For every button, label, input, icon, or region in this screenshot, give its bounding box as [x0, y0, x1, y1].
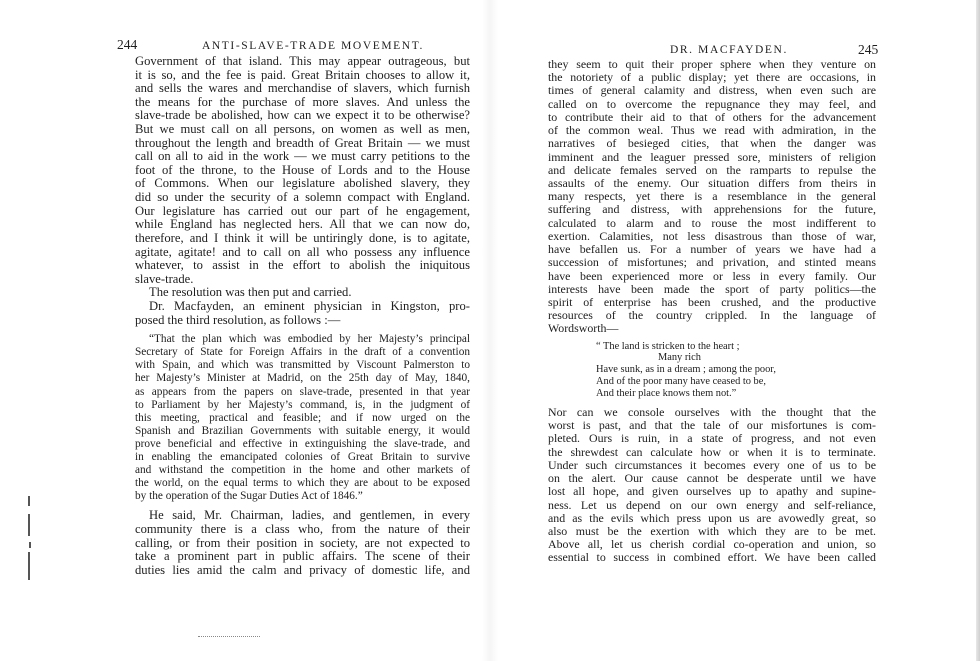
right-page-body [548, 58, 876, 565]
text-line: Dr. Macfayden, an eminent physician in Kingston, pro- [149, 298, 470, 313]
poem-line: Many rich [658, 352, 701, 364]
text-line: resources of the country crippled. In the language of [548, 308, 876, 323]
page-number: 244 [117, 37, 138, 52]
text-line: He said, Mr. Chairman, ladies, and gentlemen, in every [149, 508, 470, 523]
text-line: by the operation of the Sugar Duties Act of 1846.” [135, 490, 363, 503]
text-line: have been experienced more or less in every family. Our [548, 268, 876, 283]
poem-line: “ The land is stricken to the heart ; [596, 340, 740, 352]
text-line: and as the evils which press upon us are avowedly great, so [548, 510, 876, 525]
text-line: called on to overcome the repugnance they may feel, and [548, 96, 876, 111]
text-line: they seem to quit their proper sphere when they venture on [548, 57, 876, 71]
text-line: of Commons. When our legislature abolished slavery, they [135, 176, 470, 191]
text-line: her Majesty’s Minister at Madrid, on the 25th day of May, 1840, [135, 372, 470, 385]
text-line: throughout the length and breadth of Great Britain — we must [135, 135, 470, 150]
text-line: the notoriety of a public display; yet there are occasions, in [548, 70, 876, 85]
text-line: ness. Let us depend on our own energy and self-reliance, [548, 497, 876, 512]
text-line: Government of that island. This may appear outrageous, but [135, 54, 470, 68]
paragraph-macfayden [135, 300, 470, 327]
text-line: this meeting, practical and feasible; and if now urged on the [135, 411, 470, 424]
scan-edge-marks [28, 496, 32, 596]
text-line: pleted. Ours is ruin, in a state of progress, and not even [548, 431, 876, 446]
text-line: as appears from the papers on slave-trade, presented in that year [135, 385, 470, 398]
text-line: narratives of besieged cities, that when the danger was [548, 136, 876, 151]
carried-paragraph: The resolution was then put and carried. [149, 285, 352, 300]
text-line: the means for the purchase of more slaves. And unless the [135, 94, 470, 109]
text-line: call on all to aid in the work — we must carry petitions to the [135, 149, 470, 164]
text-line: posed the third resolution, as follows :— [135, 312, 341, 327]
text-line: the world, on the equal terms to which they are about to be exposed [135, 477, 470, 490]
poem-line: And their place knows them not.” [596, 388, 737, 400]
text-line: take a prominent part in public affairs. The scene of their [135, 549, 470, 564]
text-line: also must be the exertion with which they are to be met. [548, 524, 876, 539]
text-line: of the common weal. Thus we read with admiration, in the [548, 123, 876, 138]
text-line: Nor can we console ourselves with the thought that the [548, 405, 876, 420]
text-line: Wordsworth— [548, 321, 619, 336]
text-line: agitate, agitate! and to call on all who possess any influence [135, 244, 470, 259]
text-line: Spanish and Brazilian Governments with suitable energy, it would [135, 424, 470, 437]
text-line: duties lies amid the calm and privacy of domestic life, and [135, 562, 470, 577]
text-line: Under such circumstances it becomes every one of us to be [548, 457, 876, 472]
page-edge [976, 0, 980, 661]
text-line: calling, or from their position in society, are not expected to [135, 535, 470, 550]
text-line: it is so, and the fee is paid. Great Britain chooses to allow it, [135, 67, 470, 82]
text-line: community there is a class who, from the nature of their [135, 522, 470, 537]
text-line: But we must call on all persons, on women as well as men, [135, 122, 470, 137]
text-line: many respects, yet there is a resemblance in the general [548, 189, 876, 204]
text-line: slave-trade be abolished, how can we expect it to be otherwise? [135, 108, 470, 123]
wordsworth-quote [596, 341, 876, 400]
text-line: foot of the throne, to the House of Lords and to the House [135, 162, 470, 177]
text-line: suffering and distress, with apprehensions for the future, [548, 202, 876, 217]
text-line: and delicate females served on the ramparts to repulse the [548, 162, 876, 177]
right-page [490, 0, 980, 661]
text-line: lost all hope, and given ourselves up to apathy and supine- [548, 484, 876, 499]
text-line: therefore, and I think it will be untiringly done, is to agitate, [135, 230, 470, 245]
text-line: the shrewdest can calculate how or when it is to terminate. [548, 444, 876, 459]
text-line: “That the plan which was embodied by her Majesty’s principal [149, 333, 470, 346]
text-line: spirit of enterprise has been crushed, and the productive [548, 294, 876, 309]
text-line: while England has neglected hers. All that we can now do, [135, 217, 470, 232]
paragraph-chairman [135, 509, 470, 577]
text-line: and withstand the competition in the home and other markets of [135, 464, 470, 477]
paragraph-situation [548, 58, 876, 336]
text-line: and sells the wares and merchandise of slavers, which furnish [135, 81, 470, 96]
text-line: prove beneficial and effective in extinguishing the slave-trade, and [135, 437, 470, 450]
left-page-body [135, 55, 470, 577]
text-line: times of general calamity and distress, when even such are [548, 83, 876, 98]
text-line: to Parliament by her Majesty’s command, is, in the judgment of [135, 398, 470, 411]
page-number: 245 [858, 42, 879, 57]
footer-rule [198, 636, 260, 640]
text-line: worst is past, and that the tale of our misfortunes is com- [548, 418, 876, 433]
text-line: on the alert. Our cause cannot be desperate until we have [548, 471, 876, 486]
text-line: Secretary of State for Foreign Affairs in the draft of a convention [135, 346, 470, 359]
text-line: have befallen us. For a number of years we have had a [548, 242, 876, 257]
text-line: in enabling the emancipated colonies of Great Britain to survive [135, 451, 470, 464]
text-line: with Spain, and which was transmitted by Viscount Palmerston to [135, 359, 470, 372]
text-line: Our legislature has carried out our part of he engagement, [135, 203, 470, 218]
text-line: to contribute their aid to that of others for the advancement [548, 109, 876, 124]
resolution-quote [135, 333, 470, 503]
text-line: whatever, to assist in the effort to abolish the iniquitous [135, 258, 470, 273]
text-line: exertion. Calamities, not less disastrous than those of war, [548, 228, 876, 243]
text-line: calculated to alarm and to rouse the most indifferent to [548, 215, 876, 230]
text-line: slave-trade. [135, 271, 194, 286]
text-line: assaults of the enemy. Our situation differs from theirs in [548, 175, 876, 190]
text-line: imminent and the leaguer pressed sore, ministers of religion [548, 149, 876, 164]
text-line: did so under the security of a solemn compact with England. [135, 190, 470, 205]
running-head: ANTI-SLAVE-TRADE MOVEMENT. [202, 40, 424, 52]
text-line: essential to success in combined effort. We have been called [548, 550, 876, 565]
paragraph-console [548, 406, 876, 565]
poem-line: Have sunk, as in a dream ; among the poor, [596, 364, 776, 376]
text-line: Above all, let us cherish cordial co-operation and union, so [548, 537, 876, 552]
running-head: DR. MACFAYDEN. [670, 44, 788, 56]
text-line: interests have been made the sport of party politics—the [548, 281, 876, 296]
paragraph-speech [135, 55, 470, 286]
poem-line: And of the poor many have ceased to be, [596, 376, 766, 388]
text-line: succession of misfortunes; and privation, and stinted means [548, 255, 876, 270]
